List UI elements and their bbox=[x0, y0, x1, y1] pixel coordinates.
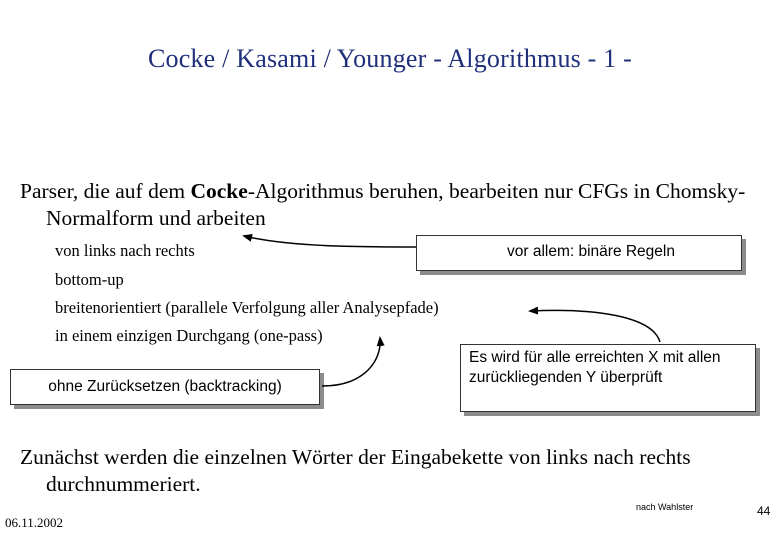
callout-no-backtracking: ohne Zurücksetzen (backtracking) bbox=[10, 369, 320, 405]
sub-item-left-to-right: von links nach rechts bbox=[55, 241, 195, 260]
sub-item-breadth-first: breitenorientiert (parallele Verfolgung aller Analysepfade) bbox=[55, 298, 439, 317]
sub-item-one-pass: in einem einzigen Durchgang (one-pass) bbox=[55, 326, 323, 345]
slide-title: Cocke / Kasami / Younger - Algorithmus - 1 - bbox=[148, 44, 632, 73]
arrow-binary-rules bbox=[244, 236, 416, 247]
arrow-check-all bbox=[530, 310, 660, 342]
sub-item-bottom-up: bottom-up bbox=[55, 270, 124, 289]
intro-text-before: Parser, die auf dem bbox=[20, 179, 191, 203]
arrow-backtracking bbox=[322, 338, 380, 386]
footer-page-number: 44 bbox=[757, 504, 771, 518]
callout-check-all: Es wird für alle erreichten X mit allen zurückliegenden Y überprüft bbox=[460, 344, 756, 412]
intro-text-bold: Cocke bbox=[190, 179, 248, 203]
footer-date: 06.11.2002 bbox=[5, 515, 64, 530]
callout-binary-rules: vor allem: binäre Regeln bbox=[416, 235, 742, 271]
footer-source: nach Wahlster bbox=[636, 502, 694, 512]
closing-paragraph: Zunächst werden die einzelnen Wörter der Eingabekette von links nach rechts durchnummeriert. bbox=[20, 445, 691, 496]
intro-text-after: -Algorithmus beruhen, bearbeiten nur CFGs in Chomsky-Normalform und arbeiten bbox=[46, 179, 746, 230]
